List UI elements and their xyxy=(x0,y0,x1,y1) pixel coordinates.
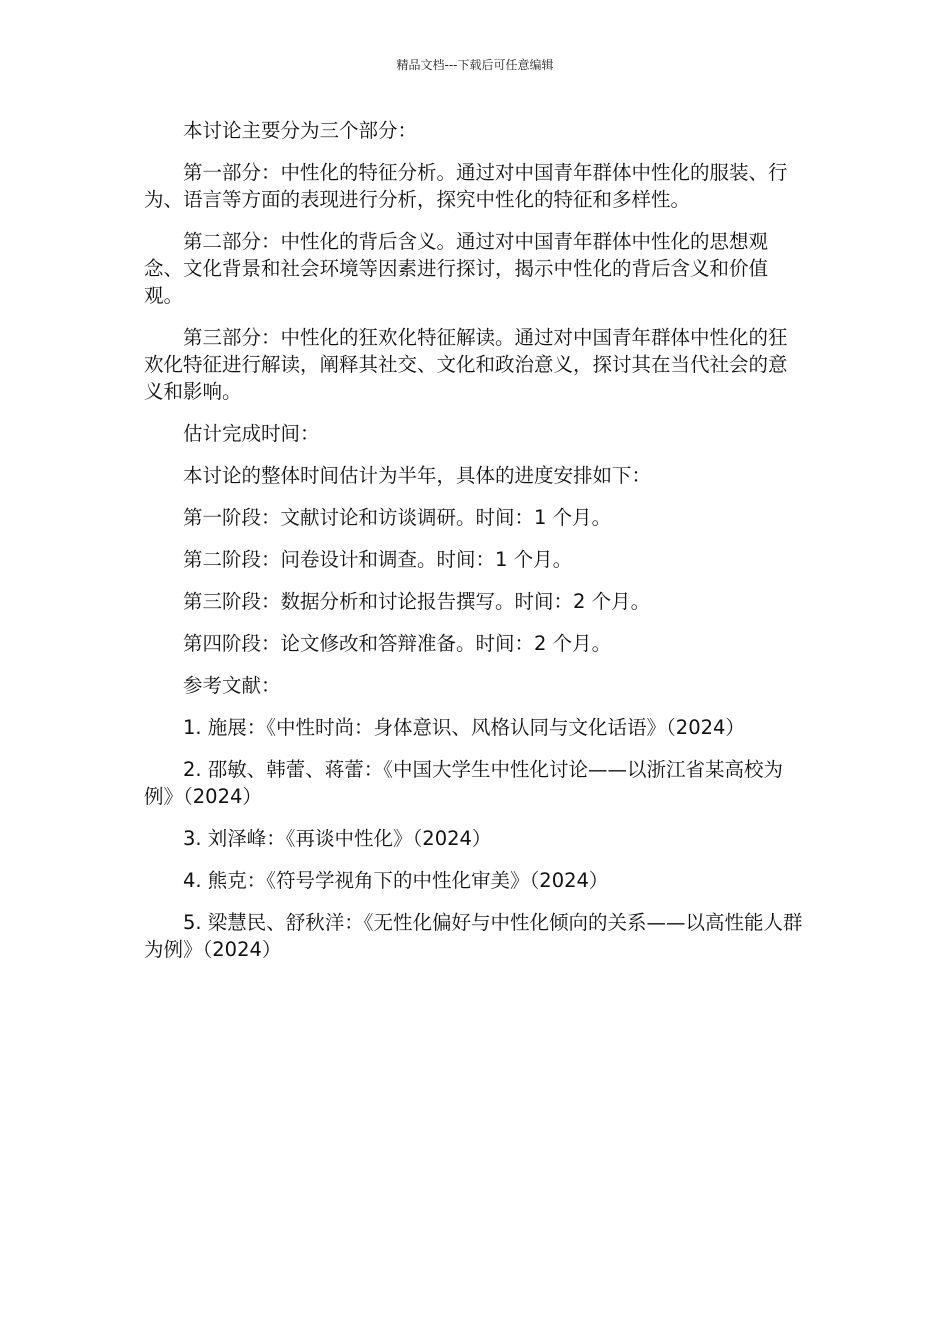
document-body xyxy=(144,117,806,978)
reference-item: 3. 刘泽峰：《再谈中性化》（2024） xyxy=(183,827,492,850)
part-two-paragraph: 第二部分：中性化的背后含义。通过对中国青年群体中性化的思想观念、文化背景和社会环境等因素进行探讨，揭示中性化的背后含义和价值观。 xyxy=(144,230,769,307)
stage-one: 第一阶段：文献讨论和访谈调研。时间：1 个月。 xyxy=(183,506,612,529)
timeline-heading: 估计完成时间： xyxy=(183,422,320,445)
part-three-paragraph: 第三部分：中性化的狂欢化特征解读。通过对中国青年群体中性化的狂欢化特征进行解读，阐释其社交、文化和政治意义，探讨其在当代社会的意义和影响。 xyxy=(144,326,788,403)
references-heading: 参考文献： xyxy=(183,674,281,697)
page-header: 精品文档---下载后可任意编辑 xyxy=(396,58,554,72)
reference-item: 2. 邵敏、韩蕾、蒋蕾：《中国大学生中性化讨论——以浙江省某高校为例》（2024） xyxy=(144,758,784,808)
timeline-intro: 本讨论的整体时间估计为半年，具体的进度安排如下： xyxy=(183,464,652,487)
stage-three: 第三阶段：数据分析和讨论报告撰写。时间：2 个月。 xyxy=(183,590,651,613)
reference-item: 5. 梁慧民、舒秋洋：《无性化偏好与中性化倾向的关系——以高性能人群为例》（2024） xyxy=(144,911,803,961)
stage-four: 第四阶段：论文修改和答辩准备。时间：2 个月。 xyxy=(183,632,612,655)
reference-item: 4. 熊克：《符号学视角下的中性化审美》（2024） xyxy=(183,869,609,892)
stage-two: 第二阶段：问卷设计和调查。时间：1 个月。 xyxy=(183,548,573,571)
part-one-paragraph: 第一部分：中性化的特征分析。通过对中国青年群体中性化的服装、行为、语言等方面的表现进行分析，探究中性化的特征和多样性。 xyxy=(144,161,788,211)
reference-item: 1. 施展：《中性时尚：身体意识、风格认同与文化话语》（2024） xyxy=(183,716,745,739)
intro-paragraph: 本讨论主要分为三个部分： xyxy=(183,119,418,142)
